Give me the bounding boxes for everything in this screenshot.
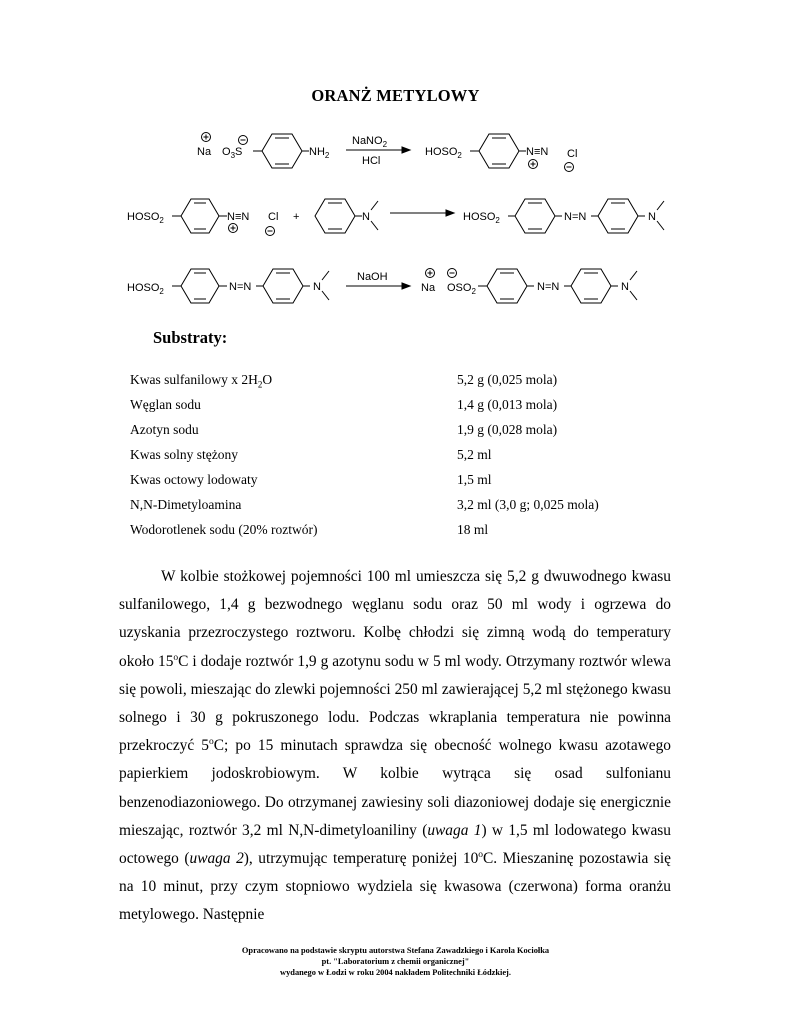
reagent-naoh: NaOH [357,271,388,283]
chloride-label: Cl [567,148,578,160]
dimethylamine-n-label: N [362,211,370,223]
reagent-amount: 1,5 ml [457,472,492,487]
reagent-row [130,472,690,497]
note-reference: uwaga 2 [189,850,244,868]
footer-line: wydanego w Łodzi w roku 2004 nakładem Politechniki Łódzkiej. [280,968,511,977]
reaction-scheme [0,125,791,315]
benzene-ring-icon [571,269,611,303]
counter-ion-label: Na [197,146,212,158]
reagent-amount: 3,2 ml (3,0 g; 0,025 mola) [457,497,599,512]
reagent-name: N,N-Dimetyloamina [130,497,242,512]
benzene-ring-icon [515,199,555,233]
benzene-ring-icon [263,269,303,303]
page-footer [0,945,791,978]
reagent-hcl: HCl [362,155,381,167]
reagent-amount: 5,2 ml [457,447,492,462]
benzene-ring-icon [487,269,527,303]
reagent-name: Kwas solny stężony [130,447,238,462]
diazonium-label: N≡N [526,146,549,158]
sulfonate-label: $OSO_2$ [447,282,476,296]
reagent-row [130,372,690,397]
reagent-amount: 5,2 g (0,025 mola) [457,372,558,387]
footer-line: Opracowano na podstawie skryptu autorstwa Stefana Zawadzkiego i Karola Kociołka [241,946,550,955]
reagent-list [130,372,690,547]
reaction-1 [197,133,577,172]
reagent-row [130,397,690,422]
product-sulfonic-label: $HOSO_2$ [425,146,462,160]
azo-label: N=N [537,281,560,293]
reagent-amount: 1,4 g (0,013 mola) [457,397,558,412]
reagent-row [130,522,690,547]
reagent-amount: 1,9 g (0,028 mola) [457,422,558,437]
reagent-name: Węglan sodu [130,397,201,412]
reagent-name: Wodorotlenek sodu (20% roztwór) [130,522,318,537]
reagent-nano2: NaNO$_2$ [352,135,388,149]
footer-line: pt. "Laboratorium z chemii organicznej" [321,957,470,966]
reaction-2 [127,199,664,236]
page-title: ORANŻ METYLOWY [311,86,480,105]
product-amine-n-label: N [648,211,656,223]
counter-ion-label: Na [421,282,436,294]
substrates-heading: Substraty: [153,328,228,347]
reagent-row [130,497,690,522]
reaction-3 [127,269,637,304]
amine-label: $NH_2$ [309,146,330,160]
benzene-ring-icon [479,134,519,168]
reagent-row [130,447,690,472]
reagent-name: Kwas octowy lodowaty [130,472,258,487]
benzene-ring-icon [181,269,219,303]
benzene-ring-icon [315,199,355,233]
procedure-text [119,563,671,930]
sulfonic-label: $HOSO_2$ [127,211,164,225]
benzene-ring-icon [598,199,638,233]
reagent-amount: 18 ml [457,522,489,537]
diazonium-label: N≡N [227,211,250,223]
sulfonic-label: $HOSO_2$ [127,282,164,296]
azo-label: N=N [564,211,587,223]
note-reference: uwaga 1 [427,821,482,839]
benzene-ring-icon [262,134,302,168]
product-sulfonic-label: $HOSO_2$ [463,211,500,225]
azo-label: N=N [229,281,252,293]
benzene-ring-icon [181,199,219,233]
sulfonate-label: $O_3S$ [222,146,243,160]
reagent-row [130,422,690,447]
reagent-name: Kwas sulfanilowy x $2H_2O$ [130,372,273,390]
chloride-label: Cl [268,211,279,223]
reagent-name: Azotyn sodu [130,422,199,437]
procedure-paragraph: W kolbie stożkowej pojemności 100 ml umieszcza się 5,2 g dwuwodnego kwasu sulfanilowego, 1,4 g bezwodnego węglanu sodu oraz 50 ml wody i ogrzewa do uzyskania przezroczystego roztworu. Kolbę chłodzi się zimną wodą do temperatury około 15$^o$C i dodaje roztwór 1,9 g azotynu sodu w 5 ml wody. Otrzymany roztwór wlewa się powoli, mieszając do zlewki pojemności 250 ml zawierającej 5,2 ml stężonego kwasu solnego i 30 g pokruszonego lodu. Podczas wkraplania temperatura nie powinna przekroczyć 5$^o$C; po 15 minutach sprawdza się obecność wolnego kwasu azotawego papierkiem jodoskrobiowym. W kolbie wytrąca się osad sulfonianu benzenodiazoniowego. Do otrzymanej zawiesiny soli diazoniowej dodaje się energicznie mieszając, roztwór 3,2 ml N,N-dimetyloaniliny (uwaga 1) w 1,5 ml lodowatego kwasu octowego (uwaga 2), utrzymując temperaturę poniżej 10$^o$C. Mieszaninę pozostawia się na 10 minut, przy czym stopniowo wydziela się kwasowa (czerwona) forma oranżu metylowego. Następnie [119,568,672,924]
product-amine-n-label: N [621,281,629,293]
amine-n-label: N [313,281,321,293]
plus-sign: + [293,211,300,223]
